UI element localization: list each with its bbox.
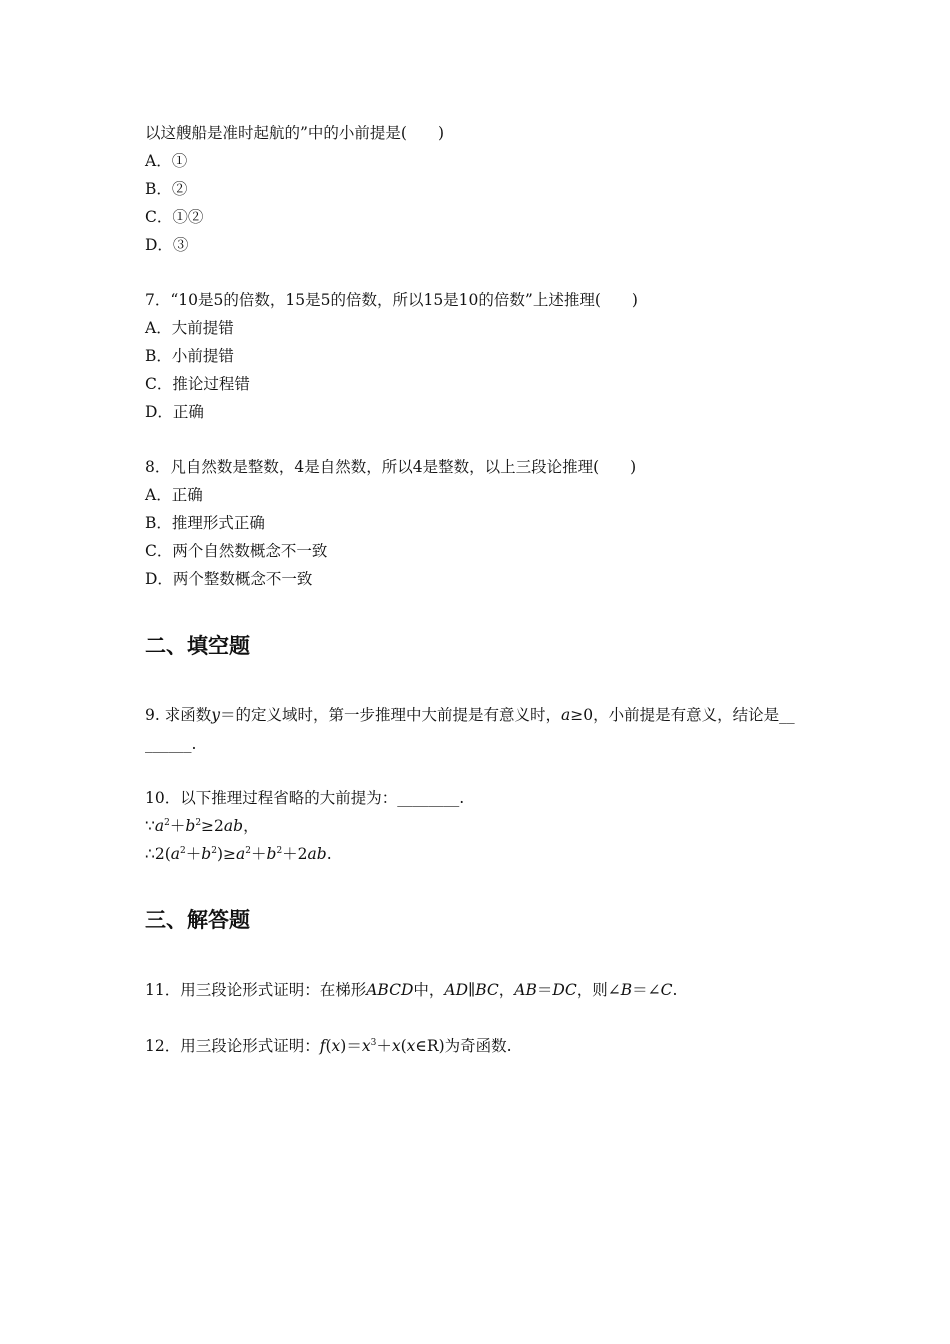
plus-sign: ＋2 <box>282 845 308 863</box>
q12-text-2: ∈R)为奇函数. <box>415 1037 512 1055</box>
question-9-line-1 <box>145 704 795 726</box>
var-c: C <box>660 981 673 999</box>
equals-sign: ＝ <box>536 981 553 999</box>
var-a: a <box>236 845 246 863</box>
var-ad: AD <box>444 981 469 999</box>
var-dc: DC <box>552 981 577 999</box>
var-ab: ab <box>307 845 327 863</box>
plus-sign: ＋ <box>185 845 202 863</box>
var-f: f <box>319 1037 326 1055</box>
equals-sign: )＝ <box>340 1037 362 1055</box>
question-10-premise <box>145 815 259 837</box>
var-x: x <box>406 1037 416 1055</box>
q9-text-2: ＝的定义域时，第一步推理中大前提是有意义时， <box>219 706 561 724</box>
therefore-symbol: ∴2( <box>145 845 171 863</box>
equals-angle: ＝∠ <box>632 981 661 999</box>
paren: ( <box>400 1037 407 1055</box>
q11-text-1: 11．用三段论形式证明：在梯形 <box>145 981 367 999</box>
q9-text-1: 9. 求函数 <box>145 706 212 724</box>
period: . <box>326 845 332 863</box>
section-3-heading: 三、解答题 <box>145 907 250 932</box>
var-bc: BC <box>475 981 499 999</box>
q9-text-3: ≥0，小前提是有意义，结论是__ <box>570 706 795 724</box>
question-6-option-a: A．① <box>145 152 188 170</box>
question-8-option-d: D．两个整数概念不一致 <box>145 570 313 588</box>
comma: ， <box>498 981 515 999</box>
var-b: b <box>201 845 212 863</box>
question-6-option-d: D．③ <box>145 236 189 254</box>
period: . <box>672 981 678 999</box>
question-8-option-b: B．推理形式正确 <box>145 514 265 532</box>
paren: ( <box>325 1037 332 1055</box>
question-10-stem: 10．以下推理过程省略的大前提为：________. <box>145 789 465 807</box>
comma: ， <box>243 817 259 835</box>
var-b: B <box>620 981 633 999</box>
exponent: 3 <box>370 1038 377 1048</box>
var-a: a <box>170 845 181 863</box>
exponent: 2 <box>195 818 202 828</box>
q11-text-3: ，则∠ <box>576 981 621 999</box>
question-6-option-c: C．①② <box>145 208 204 226</box>
var-x: x <box>331 1037 341 1055</box>
question-6-stem-tail: 以这艘船是准时起航的”中的小前提是( ) <box>145 124 445 142</box>
q9-var-a: a <box>561 706 571 724</box>
exponent: 2 <box>211 846 217 856</box>
question-7-option-d: D．正确 <box>145 403 204 421</box>
question-9-line-2: ______. <box>145 735 197 753</box>
q11-text-2: 中， <box>413 981 445 999</box>
var-ab: AB <box>514 981 537 999</box>
section-2-heading: 二、填空题 <box>145 633 250 658</box>
question-10-conclusion <box>145 843 332 865</box>
question-6-option-b: B．② <box>145 180 188 198</box>
question-8-option-a: A．正确 <box>145 486 203 504</box>
question-8-stem: 8．凡自然数是整数，4是自然数，所以4是整数，以上三段论推理( ) <box>145 458 637 476</box>
question-7-option-b: B．小前提错 <box>145 347 234 365</box>
exponent: 2 <box>245 846 251 856</box>
q12-text-1: 12．用三段论形式证明： <box>145 1037 320 1055</box>
parallel-sign: ∥ <box>468 981 476 999</box>
plus-sign: ＋ <box>250 845 267 863</box>
because-symbol: ∵ <box>145 817 155 835</box>
var-x: x <box>391 1037 401 1055</box>
exponent: 2 <box>276 846 283 856</box>
exponent: 2 <box>164 818 170 828</box>
plus-sign: ＋ <box>376 1037 392 1055</box>
var-x: x <box>361 1037 371 1055</box>
q9-var-y: y <box>211 706 220 724</box>
exponent: 2 <box>180 846 186 856</box>
question-7-stem: 7．“10是5的倍数，15是5的倍数，所以15是10的倍数”上述推理( ) <box>145 291 638 309</box>
question-11 <box>145 979 677 1001</box>
question-12 <box>145 1035 512 1057</box>
var-ab: ab <box>223 817 244 835</box>
var-a: a <box>154 817 165 835</box>
question-7-option-a: A．大前提错 <box>145 319 234 337</box>
var-b: b <box>266 845 277 863</box>
ge-sign: ≥2 <box>201 817 224 835</box>
question-7-option-c: C．推论过程错 <box>145 375 250 393</box>
var-b: b <box>185 817 196 835</box>
plus-sign: ＋ <box>169 817 186 835</box>
var-abcd: ABCD <box>366 981 414 999</box>
question-8-option-c: C．两个自然数概念不一致 <box>145 542 328 560</box>
ge-sign: )≥ <box>216 845 236 863</box>
